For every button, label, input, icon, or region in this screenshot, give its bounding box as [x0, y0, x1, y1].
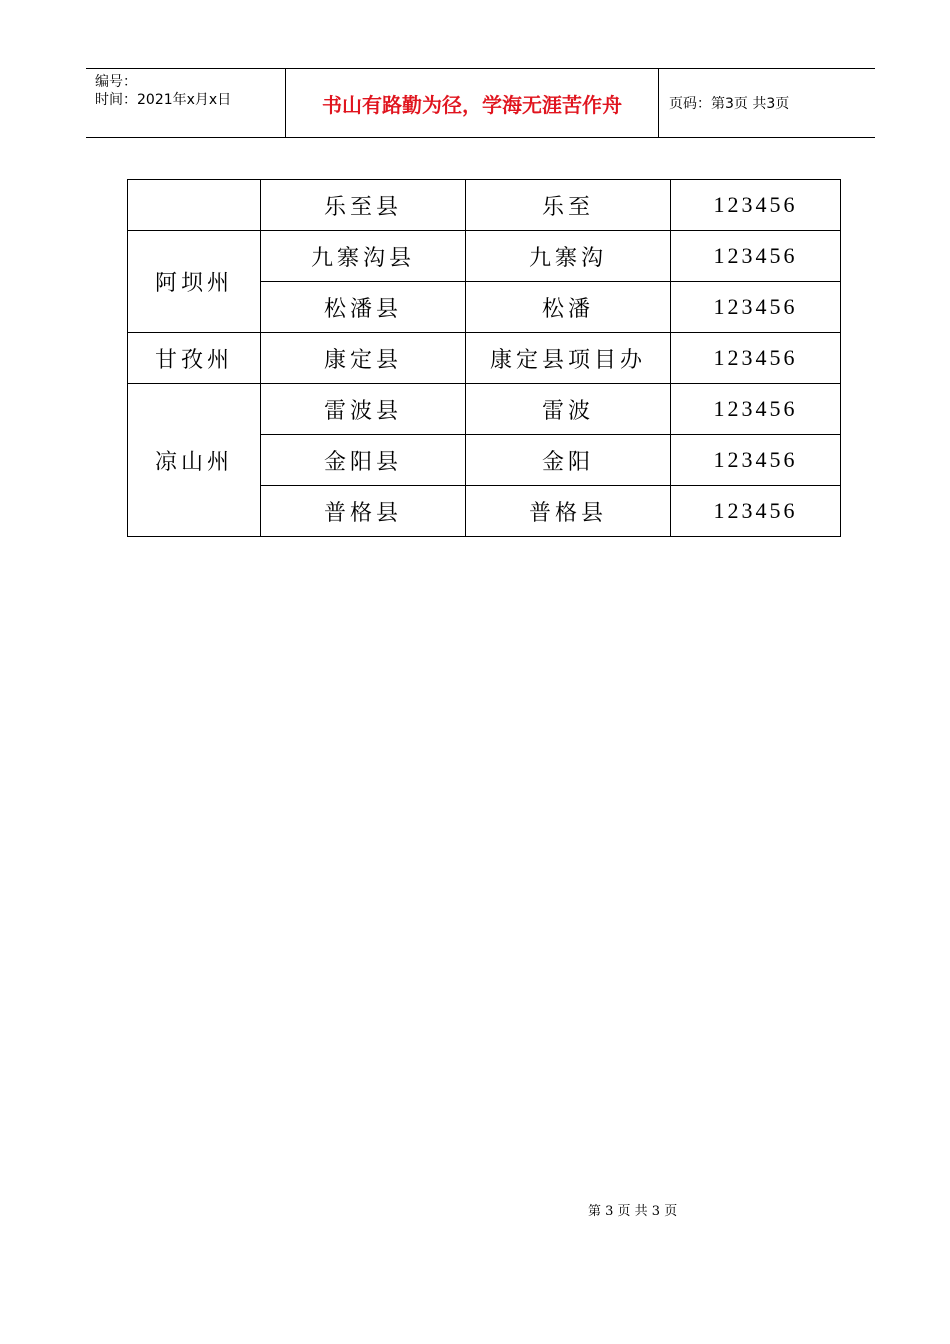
office-cell: 雷波	[466, 384, 671, 435]
county-cell: 普格县	[261, 486, 466, 537]
phone-cell: 123456	[671, 435, 841, 486]
county-cell: 康定县	[261, 333, 466, 384]
header-page-label: 页码：第3页 共3页	[669, 96, 790, 112]
county-cell: 九寨沟县	[261, 231, 466, 282]
phone-cell: 123456	[671, 486, 841, 537]
county-cell: 乐至县	[261, 180, 466, 231]
header-meta	[86, 69, 286, 137]
phone-cell: 123456	[671, 231, 841, 282]
county-contact-table	[127, 179, 841, 537]
phone-cell: 123456	[671, 282, 841, 333]
office-cell: 金阳	[466, 435, 671, 486]
office-cell: 乐至	[466, 180, 671, 231]
region-cell: 凉山州	[128, 384, 261, 537]
county-cell: 雷波县	[261, 384, 466, 435]
phone-cell: 123456	[671, 180, 841, 231]
office-cell: 普格县	[466, 486, 671, 537]
table-row	[128, 333, 841, 384]
header-number-label: 编号：	[95, 74, 137, 90]
table-row	[128, 231, 841, 282]
office-cell: 九寨沟	[466, 231, 671, 282]
phone-cell: 123456	[671, 333, 841, 384]
header-page-info	[659, 69, 875, 137]
table-row	[128, 384, 841, 435]
county-cell: 金阳县	[261, 435, 466, 486]
county-cell: 松潘县	[261, 282, 466, 333]
region-cell: 甘孜州	[128, 333, 261, 384]
phone-cell: 123456	[671, 384, 841, 435]
header-time-label: 时间：2021年x月x日	[95, 92, 232, 108]
region-cell: 阿坝州	[128, 231, 261, 333]
office-cell: 松潘	[466, 282, 671, 333]
office-cell: 康定县项目办	[466, 333, 671, 384]
region-cell	[128, 180, 261, 231]
table-row	[128, 180, 841, 231]
document-header	[86, 68, 875, 138]
page-footer: 第 3 页 共 3 页	[588, 1204, 678, 1219]
header-motto: 书山有路勤为径，学海无涯苦作舟	[286, 69, 659, 137]
